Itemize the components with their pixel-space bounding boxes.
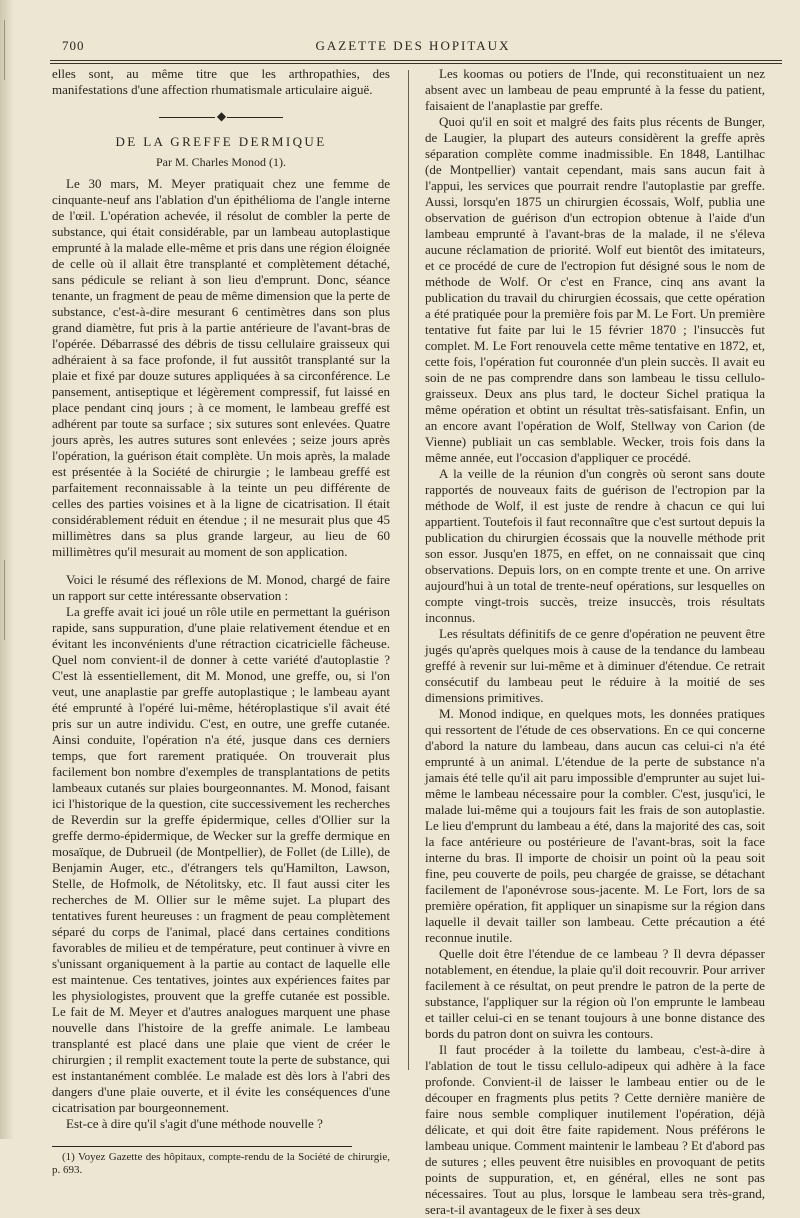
paragraph: Les résultats définitifs de ce genre d'opération ne peuvent être jugés qu'après quelques mois à cause de la tendance du lambeau greffé à revenir sur lui-même et à diminuer d'étendue. Ce retrait consécutif du lambeau peut le réduire à la moitié de ses dimensions primitives. (425, 626, 765, 705)
left-column (52, 66, 390, 1177)
paragraph: A la veille de la réunion d'un congrès où seront sans doute rapportés de nouveaux faits de guérison de l'ectropion par la méthode de Wolf, il est juste de rendre à chacun ce qui lui appartient. Toutefois il faut reconnaître que c'est surtout depuis la publication du chirurgien écossais que la nouvelle méthode prit son essor. Jusqu'en 1875, en effet, on ne connaissait que cinq observations. Depuis lors, on en compte trente et une. On arrive aujourd'hui à un total de trente-neuf opérations, sur lesquelles on compte vingt-trois succès, treize insuccès, trois résultats inconnus. (425, 466, 765, 625)
footnote: (1) Voyez Gazette des hôpitaux, compte-rendu de la Société de chirurgie, p. 693. (52, 1151, 390, 1176)
page-header (46, 38, 780, 58)
article-author: Par M. Charles Monod (1). (156, 155, 286, 169)
paragraph: Le 30 mars, M. Meyer pratiquait chez une femme de cinquante-neuf ans l'ablation d'un épithélioma de l'angle interne de l'œil. L'opération achevée, il résolut de combler la perte de substance, qui était considérable, par un lambeau autoplastique emprunté à la malade elle-même et pris dans une région éloignée de celle où il allait être transplanté et complètement détaché, sans pédicule se reliant à son lieu d'emprunt. Donc, séance tenante, un fragment de peau de même dimension que la perte de substance, c'est-à-dire mesurant 6 centimètres dans son plus grand diamètre, fut pris à la partie antérieure de l'avant-bras de l'opérée. Débarrassé des débris de tissu cellulaire graisseux qui adhéraient à sa face profonde, il fut aussitôt transplanté sur la plaie et fixé par douze sutures appliquées à sa circonférence. Le pansement, antiseptique et légèrement compressif, fut laissé en place pendant cinq jours ; à ce moment, le lambeau greffé est adhérent par toute sa surface ; six sutures sont enlevées. Quatre jours après, les autres sutures sont enlevées ; seize jours après l'opération, la guérison était complète. Un mois après, la malade est présentée à la Société de chirurgie ; le lambeau greffé est parfaitement reconnaissable à la teinte un peu différente de celles des parties voisines et à la ligne de cicatrisation. Il était considérablement réduit en étendue ; il ne mesurait plus que 45 millimètres dans sa plus grande largeur, au lieu de 60 millimètres qu'il mesurait au moment de son application. (52, 176, 390, 559)
section-separator: ◆ (52, 108, 390, 124)
paragraph: elles sont, au même titre que les arthropathies, des manifestations d'une affection rhumatismale articulaire aiguë. (52, 66, 390, 97)
paragraph: Voici le résumé des réflexions de M. Monod, chargé de faire un rapport sur cette intéressante observation : (52, 572, 390, 603)
right-column (425, 66, 765, 1218)
article-title: DE LA GREFFE DERMIQUE (115, 134, 327, 149)
paragraph: Il faut procéder à la toilette du lambeau, c'est-à-dire à l'ablation de tout le tissu cellulo-adipeux qui adhère à la face profonde. Convient-il de laisser le lambeau entier ou de le découper en fragments plus petits ? Cette dernière manière de faire nous semble compliquer inutilement l'opération, déjà délicate, et qui doit être faite rapidement. Nous préférons le lambeau unique. Comment maintenir le lambeau ? Et d'abord pas de sutures ; elles peuvent être nuisibles en provoquant de petits points de suppuration, et, en général, elles ne sont pas nécessaires. Tout au plus, lorsque le lambeau sera très-grand, sera-t-il avantageux de le fixer à ses deux (425, 1042, 765, 1217)
paragraph: Quoi qu'il en soit et malgré des faits plus récents de Bunger, de Laugier, la plupart des auteurs considèrent la greffe après séparation complète comme inadmissible. En 1848, Lantilhac (de Montpellier) vantait cependant, mais sans aucun fait à l'appui, les services que pourrait rendre l'autoplastie par greffe. Aussi, lorsqu'en 1875 un chirurgien écossais, Wolf, publia une observation de guérison d'un ectropion obtenue à l'aide d'un lambeau emprunté à l'avant-bras de la malade, il ne s'éleva aucune réclamation de priorité. Wolf eut bientôt des imitateurs, et ce procédé de cure de l'ectropion fut désigné sous le nom de méthode de Wolf. Or c'est en France, cinq ans avant la publication du travail du chirurgien écossais, que cette opération a été pratiquée pour la première fois par M. Le Fort. Un première tentative fut faite par lui le 15 février 1870 ; l'insuccès fut complet. M. Le Fort renouvela cette même tentative en 1872, et, cette fois, l'opération fut couronnée d'un plein succès. Il avait eu soin de ne pas comprendre dans son lambeau le tissu cellulo-graisseux. Deux ans plus tard, le docteur Sichel pratiqua la même opération et obtint un résultat très-satisfaisant. Enfin, un an encore avant l'opération de Wolf, Stellway von Carion (de Vienne) publiait un cas semblable. Wecker, trois fois dans la même année, eut l'occasion d'appliquer ce procédé. (425, 114, 765, 465)
paragraph: Est-ce à dire qu'il s'agit d'une méthode nouvelle ? (66, 1116, 323, 1131)
header-rule (50, 60, 782, 61)
binding-edge (0, 0, 14, 1139)
binding-mark (4, 560, 5, 640)
footnote-rule (52, 1146, 352, 1147)
page-number: 700 (62, 38, 85, 53)
paragraph: Quelle doit être l'étendue de ce lambeau ? Il devra dépasser notablement, en étendue, la plaie qu'il doit recouvrir. Pour arriver facilement à ce résultat, on peut prendre le patron de la perte de substance, l'appliquer sur la région où l'on emprunte le lambeau et tailler celui-ci en se tenant toujours à une bonne distance des bords du patron dont on suivra les contours. (425, 946, 765, 1041)
running-head: GAZETTE DES HOPITAUX (315, 38, 511, 53)
paragraph: Les koomas ou potiers de l'Inde, qui reconstituaient un nez absent avec un lambeau de peau emprunté à la fesse du patient, faisaient de l'anaplastie par greffe. (425, 66, 765, 113)
binding-mark (4, 20, 5, 80)
paragraph: La greffe avait ici joué un rôle utile en permettant la guérison rapide, sans suppuration, d'une plaie relativement étendue et en évitant les inconvénients d'une rétraction cicatricielle fâcheuse. Quel nom convient-il de donner à cette variété d'autoplastie ? C'est là essentiellement, dit M. Monod, une greffe, ou, si l'on veut, une anaplastie par greffe autoplastique ; le lambeau ayant été emprunté à l'opéré lui-même, hétéroplastique s'il avait été pris sur un autre individu. C'est, en outre, une greffe cutanée. Ainsi conduite, l'opération n'a été, jusque dans ces derniers temps, que fort rarement pratiquée. On trouverait plus facilement bon nombre d'exemples de transplantations de petits lambeaux cutanés sur plaies bourgeonnantes. M. Monod, faisant ici l'historique de la question, cite successivement les recherches de Reverdin sur la greffe épidermique, celles d'Ollier sur la greffe dermo-épidermique, de Wecker sur la greffe dermique en mosaïque, de Dubrueil (de Montpellier), de Follet (de Lille), de Benjamin Auger, etc., d'étrangers tels qu'Hamilton, Lawson, Stelle, de Hofmolk, de Nétolitsky, etc. Il faut aussi citer les recherches de M. Ollier sur le même sujet. La plupart des tentatives furent heureuses : un fragment de peau complètement séparé du corps de l'animal, placé dans certaines conditions favorables de milieu et de température, peut continuer à vivre en s'unissant organiquement à la partie au contact de laquelle elle est maintenue. Ces tentatives, jointes aux expériences faites par les physiologistes, prouvent que la greffe cutanée est possible. Le fait de M. Meyer et d'autres analogues marquent une phase nouvelle dans l'histoire de la greffe animale. Le lambeau transplanté est placé dans une plaie que vient de créer le chirurgien ; il remplit exactement toute la perte de substance, qui est instantanément comblée. Le malade est dès lors à l'abri des dangers d'une plaie ouverte, et il évite les conséquences d'une cicatrisation par bourgeonnement. (52, 604, 390, 1115)
header-rule (50, 63, 782, 64)
column-divider (408, 70, 409, 1070)
paragraph: M. Monod indique, en quelques mots, les données pratiques qui ressortent de l'étude de ces observations. En ce qui concerne d'abord la nature du lambeau, dans aucun cas celui-ci n'a été emprunté à un animal. L'étendue de la perte de substance n'a jamais été telle qu'il ait paru impossible d'emprunter au sujet lui-même le lambeau nécessaire pour la combler. C'est, jusqu'ici, le malade lui-même qui a toujours fait les frais de son autoplastie. Le lieu d'emprunt du lambeau a été, dans la majorité des cas, soit la face antérieure ou postérieure de l'avant-bras, soit la face interne du bras. Il importe de choisir un point où la peau soit fine, peu couverte de poils, peu chargée de graisse, se détachant facilement de l'aponévrose sous-jacente. M. Le Fort, lors de sa première opération, fit appliquer un sinapisme sur la région dans laquelle il devait tailler son lambeau. Cette précaution a été reconnue inutile. (425, 706, 765, 945)
